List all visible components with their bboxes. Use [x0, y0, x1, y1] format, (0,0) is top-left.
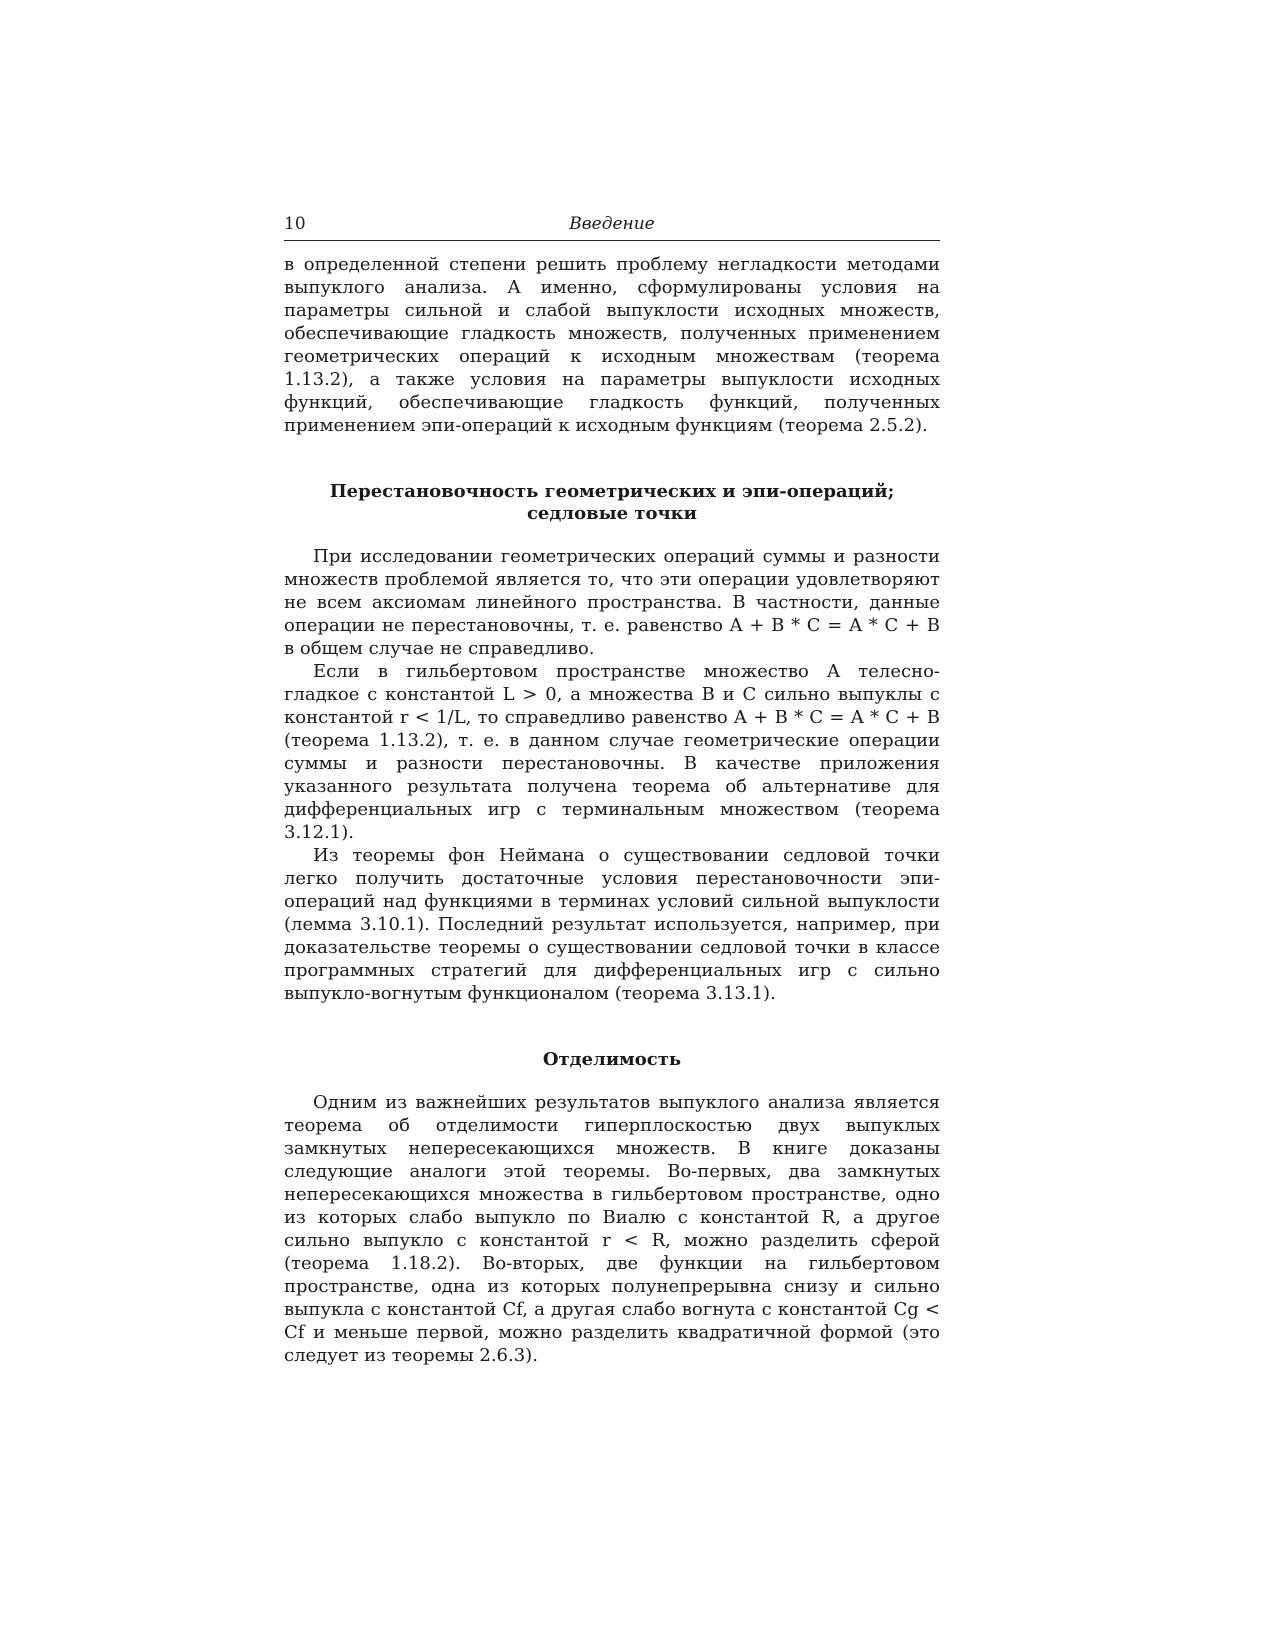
section-heading-line-1: Перестановочность геометрических и эпи-операций; [329, 481, 895, 502]
running-header [284, 214, 940, 241]
commutativity-paragraph-3: Из теоремы фон Неймана о существовании седловой точки легко получить достаточные условия перестановочности эпи-операций над функциями в терминах условий сильной выпуклости (лемма 3.10.1). Последний результат используется, например, при доказательстве теоремы о существовании седловой точки в классе программных стратегий для дифференциальных игр с сильно выпукло-вогнутым функционалом (теорема 3.13.1). [284, 845, 940, 1004]
section-heading-separability: Отделимость [542, 1049, 682, 1070]
commutativity-paragraph-1: При исследовании геометрических операций суммы и разности множеств проблемой является то, что эти операции удовлетворяют не всем аксиомам линейного пространства. В частности, данные операции не перестановочны, т. е. равенство A + B * C = A * C + B в общем случае не справедливо. [284, 546, 940, 659]
book-page [284, 214, 940, 1367]
commutativity-paragraph-2: Если в гильбертовом пространстве множество A телесно-гладкое с константой L > 0, а множества B и C сильно выпуклы с константой r < 1/L, то справедливо равенство A + B * C = A * C + B (теорема 1.13.2), т. е. в данном случае геометрические операции суммы и разности перестановочны. В качестве приложения указанного результата получена теорема об альтернативе для дифференциальных игр с терминальным множеством (теорема 3.12.1). [284, 661, 940, 843]
separability-paragraph-1: Одним из важнейших результатов выпуклого анализа является теорема об отделимости гиперплоскостью двух выпуклых замкнутых непересекающихся множеств. В книге доказаны следующие аналоги этой теоремы. Во-первых, два замкнутых непересекающихся множества в гильбертовом пространстве, одно из которых слабо выпукло по Виалю с константой R, а другое сильно выпукло с константой r < R, можно разделить сферой (теорема 1.18.2). Во-вторых, две функции на гильбертовом пространстве, одна из которых полунепрерывна снизу и сильно выпукла с константой Cf, а другая слабо вогнута с константой Cg < Cf и меньше первой, можно разделить квадратичной формой (это следует из теоремы 2.6.3). [284, 1092, 940, 1366]
intro-paragraph: в определенной степени решить проблему негладкости методами выпуклого анализа. А именно, сформулированы условия на параметры сильной и слабой выпуклости исходных множеств, обеспечивающие гладкость множеств, полученных применением геометрических операций к исходным множествам (теорема 1.13.2), а также условия на параметры выпуклости исходных функций, обеспечивающие гладкость функций, полученных применением эпи-операций к исходным функциям (теорема 2.5.2). [284, 254, 940, 436]
section-heading-commutativity [284, 481, 940, 525]
page-number: 10 [284, 214, 306, 234]
section-heading-line-2: седловые точки [526, 503, 698, 524]
running-title: Введение [569, 214, 655, 234]
